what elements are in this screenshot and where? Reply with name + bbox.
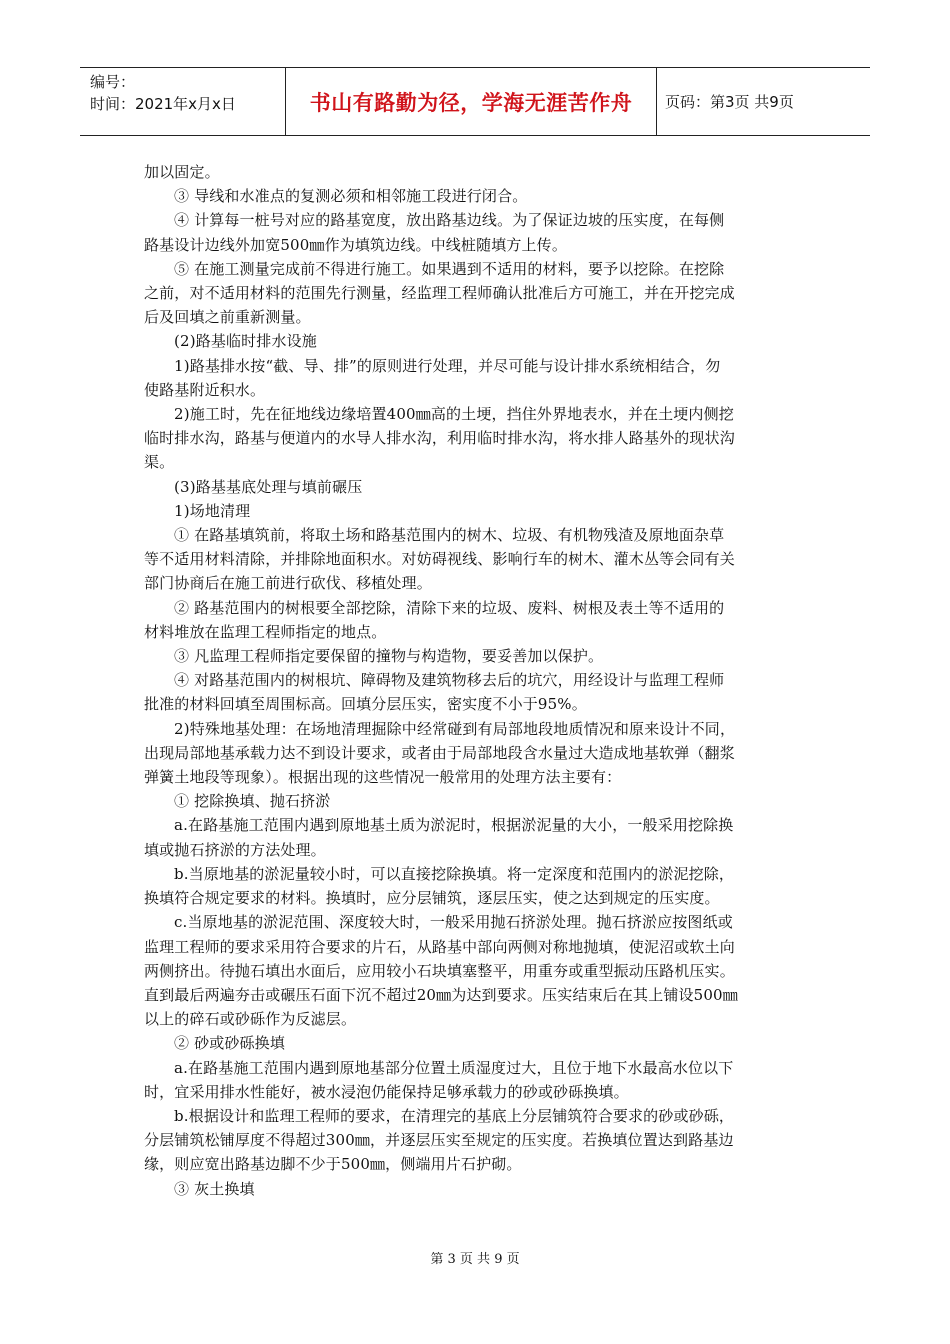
document-body [144, 160, 807, 1201]
page-header [80, 67, 870, 136]
text-line: 分层铺筑松铺厚度不得超过300㎜，并逐层压实至规定的压实度。若换填位置达到路基边 [144, 1131, 734, 1150]
text-line: 临时排水沟，路基与便道内的水导人排水沟，利用临时排水沟，将水排人路基外的现状沟 [144, 429, 735, 448]
text-line: b.根据设计和监理工程师的要求，在清理完的基底上分层铺筑符合要求的砂或砂砾， [174, 1106, 735, 1125]
text-line: 材料堆放在监理工程师指定的地点。 [144, 622, 387, 641]
text-line: 直到最后两遍夯击或碾压石面下沉不超过20㎜为达到要求。压实结束后在其上铺设500㎜ [144, 985, 738, 1004]
text-line: a.在路基施工范围内遇到原地基土质为淤泥时，根据淤泥量的大小，一般采用挖除换 [174, 816, 734, 835]
text-line: ③ 导线和水准点的复测必须和相邻施工段进行闭合。 [174, 187, 528, 206]
subsection-heading: ③ 灰土换填 [174, 1179, 255, 1198]
text-line: ③ 凡监理工程师指定要保留的撞物与构造物，要妥善加以保护。 [174, 647, 604, 666]
page-footer: 第 3 页 共 9 页 [430, 1252, 520, 1267]
text-line: 2)特殊地基处理：在场地清理掘除中经常碰到有局部地段地质情况和原来设计不同， [174, 719, 736, 738]
text-line: 1)路基排水按“截、导、排”的原则进行处理，并尽可能与设计排水系统相结合，勿 [174, 356, 721, 375]
text-line: ① 在路基填筑前，将取土场和路基范围内的树木、垃圾、有机物残渣及原地面杂草 [174, 526, 725, 545]
text-line: ② 路基范围内的树根要全部挖除，清除下来的垃圾、废料、树根及表土等不适用的 [174, 598, 725, 617]
section-heading: (2)路基临时排水设施 [174, 332, 317, 351]
text-line: 弹簧土地段等现象）。根据出现的这些情况一般常用的处理方法主要有： [144, 768, 622, 787]
text-line: b.当原地基的淤泥量较小时，可以直接挖除换填。将一定深度和范围内的淤泥挖除， [174, 864, 735, 883]
text-line: ⑤ 在施工测量完成前不得进行施工。如果遇到不适用的材料，要予以挖除。在挖除 [174, 259, 725, 278]
text-line: 等不适用材料清除，并排除地面积水。对妨碍视线、影响行车的树木、灌木丛等会同有关 [144, 550, 735, 569]
text-line: ④ 对路基范围内的树根坑、障碍物及建筑物移去后的坑穴，用经设计与监理工程师 [174, 671, 725, 690]
text-line: 时，宜采用排水性能好，被水浸泡仍能保持足够承载力的砂或砂砾换填。 [144, 1082, 629, 1101]
text-line: a.在路基施工范围内遇到原地基部分位置土质湿度过大，且位于地下水最高水位以下 [174, 1058, 734, 1077]
header-meta [80, 68, 285, 135]
subsection-heading: ① 挖除换填、抛石挤淤 [174, 792, 331, 811]
text-line: 2)施工时，先在征地线边缘培置400㎜高的土埂，挡住外界地表水，并在土埂内侧挖 [174, 405, 734, 424]
text-line: 批准的材料回填至周围标高。回填分层压实，密实度不小于95%。 [144, 695, 587, 714]
text-line: 加以固定。 [144, 163, 220, 181]
text-line: 部门协商后在施工前进行砍伐、移植处理。 [144, 574, 432, 593]
text-line: c.当原地基的淤泥范围、深度较大时，一般采用抛石挤淤处理。抛石挤淤应按图纸或 [174, 913, 733, 932]
section-heading: (3)路基基底处理与填前碾压 [174, 477, 363, 496]
text-line: ④ 计算每一桩号对应的路基宽度，放出路基边线。为了保证边坡的压实度，在每侧 [174, 211, 725, 230]
text-line: 使路基附近积水。 [144, 380, 266, 399]
header-slogan: 书山有路勤为径，学海无涯苦作舟 [285, 68, 657, 135]
text-line: 监理工程师的要求采用符合要求的片石，从路基中部向两侧对称地抛填，使泥沼或软土向 [144, 937, 735, 956]
text-line: 换填符合规定要求的材料。换填时，应分层铺筑，逐层压实，使之达到规定的压实度。 [144, 889, 720, 908]
text-line: 后及回填之前重新测量。 [144, 308, 311, 327]
text-line: 出现局部地基承载力达不到设计要求，或者由于局部地段含水量过大造成地基软弹（翻浆 [144, 743, 735, 762]
text-line: 以上的碎石或砂砾作为反滤层。 [144, 1010, 357, 1029]
document-number-label: 编号： [90, 73, 136, 91]
header-page-number: 页码：第3页 共9页 [665, 93, 794, 111]
text-line: 之前，对不适用材料的范围先行测量，经监理工程师确认批准后方可施工，并在开挖完成 [144, 284, 735, 303]
text-line: 两侧挤出。待抛石填出水面后，应用较小石块填塞整平，用重夯或重型振动压路机压实。 [144, 961, 735, 980]
subsection-heading: ② 砂或砂砾换填 [174, 1034, 285, 1053]
subsection-heading: 1)场地清理 [174, 501, 251, 520]
document-date-label: 时间：2021年x月x日 [90, 95, 236, 113]
text-line: 路基设计边线外加宽500㎜作为填筑边线。中线桩随填方上传。 [144, 235, 567, 254]
text-line: 渠。 [144, 453, 175, 472]
text-line: 缘，则应宽出路基边脚不少于500㎜，侧端用片石护砌。 [144, 1155, 522, 1174]
text-line: 填或抛石挤淤的方法处理。 [144, 840, 326, 859]
